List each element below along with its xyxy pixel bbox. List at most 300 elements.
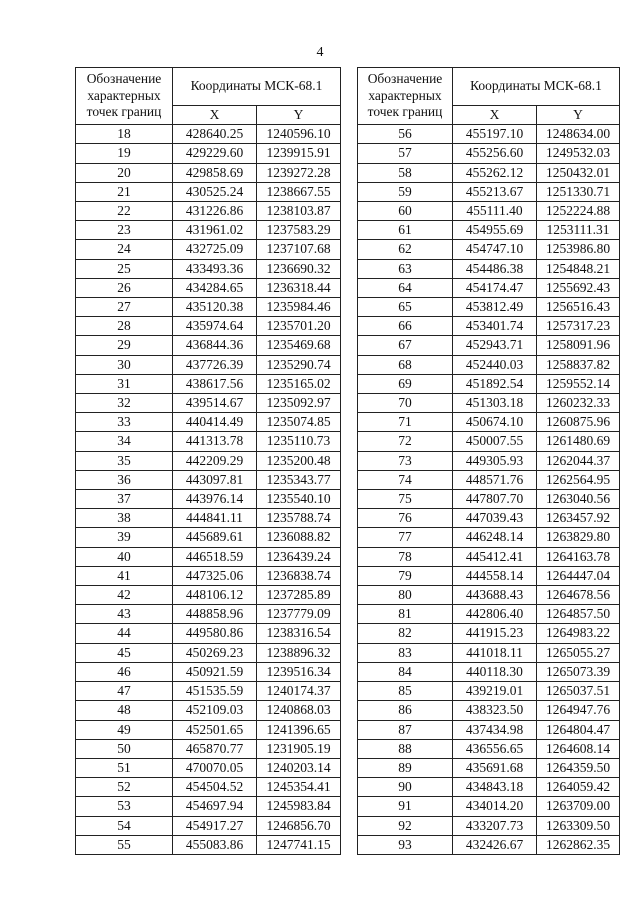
x-coordinate-cell: 454486.38	[453, 259, 537, 278]
y-coordinate-cell: 1240868.03	[257, 701, 341, 720]
point-number-cell: 39	[76, 528, 173, 547]
point-number-cell: 38	[76, 509, 173, 528]
y-coordinate-cell: 1238316.54	[257, 624, 341, 643]
table-row	[358, 778, 620, 797]
point-number-cell: 43	[76, 605, 173, 624]
table-row	[358, 317, 620, 336]
y-coordinate-cell: 1259552.14	[537, 374, 620, 393]
table-row	[76, 451, 341, 470]
x-coordinate-cell: 452440.03	[453, 355, 537, 374]
x-coordinate-cell: 450674.10	[453, 413, 537, 432]
table-row	[358, 605, 620, 624]
x-coordinate-cell: 449580.86	[173, 624, 257, 643]
header-x: X	[173, 106, 257, 125]
table-row	[76, 355, 341, 374]
y-coordinate-cell: 1238667.55	[257, 182, 341, 201]
x-coordinate-cell: 433207.73	[453, 816, 537, 835]
point-number-cell: 70	[358, 394, 453, 413]
table-row	[358, 835, 620, 854]
y-coordinate-cell: 1265073.39	[537, 662, 620, 681]
table-row	[358, 797, 620, 816]
point-number-cell: 33	[76, 413, 173, 432]
y-coordinate-cell: 1236088.82	[257, 528, 341, 547]
table-row	[76, 144, 341, 163]
x-coordinate-cell: 452109.03	[173, 701, 257, 720]
point-number-cell: 54	[76, 816, 173, 835]
y-coordinate-cell: 1250432.01	[537, 163, 620, 182]
y-coordinate-cell: 1237107.68	[257, 240, 341, 259]
y-coordinate-cell: 1252224.88	[537, 202, 620, 221]
point-number-cell: 92	[358, 816, 453, 835]
point-number-cell: 78	[358, 547, 453, 566]
y-coordinate-cell: 1235092.97	[257, 394, 341, 413]
header-coordinates: Координаты МСК-68.1	[453, 68, 620, 106]
table-row	[358, 701, 620, 720]
point-number-cell: 57	[358, 144, 453, 163]
point-number-cell: 86	[358, 701, 453, 720]
table-row	[76, 413, 341, 432]
header-coordinates: Координаты МСК-68.1	[173, 68, 341, 106]
point-number-cell: 68	[358, 355, 453, 374]
table-row	[76, 835, 341, 854]
point-number-cell: 18	[76, 125, 173, 144]
point-number-cell: 84	[358, 662, 453, 681]
table-row	[358, 259, 620, 278]
y-coordinate-cell: 1239516.34	[257, 662, 341, 681]
point-number-cell: 85	[358, 682, 453, 701]
table-row	[76, 202, 341, 221]
y-coordinate-cell: 1264608.14	[537, 739, 620, 758]
x-coordinate-cell: 455262.12	[453, 163, 537, 182]
point-number-cell: 25	[76, 259, 173, 278]
y-coordinate-cell: 1261480.69	[537, 432, 620, 451]
table-row	[76, 701, 341, 720]
y-coordinate-cell: 1237583.29	[257, 221, 341, 240]
table-row	[76, 182, 341, 201]
point-number-cell: 30	[76, 355, 173, 374]
y-coordinate-cell: 1258091.96	[537, 336, 620, 355]
point-number-cell: 60	[358, 202, 453, 221]
table-row	[358, 374, 620, 393]
x-coordinate-cell: 441313.78	[173, 432, 257, 451]
y-coordinate-cell: 1253986.80	[537, 240, 620, 259]
point-number-cell: 23	[76, 221, 173, 240]
point-number-cell: 80	[358, 586, 453, 605]
table-row	[358, 490, 620, 509]
y-coordinate-cell: 1237779.09	[257, 605, 341, 624]
point-number-cell: 31	[76, 374, 173, 393]
x-coordinate-cell: 431961.02	[173, 221, 257, 240]
x-coordinate-cell: 454747.10	[453, 240, 537, 259]
x-coordinate-cell: 439219.01	[453, 682, 537, 701]
table-row	[76, 566, 341, 585]
table-row	[76, 797, 341, 816]
x-coordinate-cell: 440118.30	[453, 662, 537, 681]
table-row	[76, 374, 341, 393]
point-number-cell: 62	[358, 240, 453, 259]
y-coordinate-cell: 1246856.70	[257, 816, 341, 835]
table-row	[358, 394, 620, 413]
y-coordinate-cell: 1263457.92	[537, 509, 620, 528]
x-coordinate-cell: 435974.64	[173, 317, 257, 336]
table-row	[76, 259, 341, 278]
y-coordinate-cell: 1235469.68	[257, 336, 341, 355]
x-coordinate-cell: 444841.11	[173, 509, 257, 528]
y-coordinate-cell: 1263709.00	[537, 797, 620, 816]
y-coordinate-cell: 1235110.73	[257, 432, 341, 451]
table-row	[76, 317, 341, 336]
x-coordinate-cell: 450921.59	[173, 662, 257, 681]
table-row	[358, 432, 620, 451]
y-coordinate-cell: 1255692.43	[537, 278, 620, 297]
point-number-cell: 42	[76, 586, 173, 605]
x-coordinate-cell: 446518.59	[173, 547, 257, 566]
table-row	[76, 278, 341, 297]
table-row	[358, 624, 620, 643]
point-number-cell: 63	[358, 259, 453, 278]
table-row	[358, 413, 620, 432]
x-coordinate-cell: 432725.09	[173, 240, 257, 259]
table-row	[76, 394, 341, 413]
point-number-cell: 82	[358, 624, 453, 643]
point-number-cell: 45	[76, 643, 173, 662]
x-coordinate-cell: 431226.86	[173, 202, 257, 221]
x-coordinate-cell: 449305.93	[453, 451, 537, 470]
point-number-cell: 74	[358, 470, 453, 489]
x-coordinate-cell: 454917.27	[173, 816, 257, 835]
point-number-cell: 83	[358, 643, 453, 662]
table-row	[358, 662, 620, 681]
y-coordinate-cell: 1235540.10	[257, 490, 341, 509]
x-coordinate-cell: 454174.47	[453, 278, 537, 297]
table-row	[358, 816, 620, 835]
x-coordinate-cell: 438617.56	[173, 374, 257, 393]
point-number-cell: 37	[76, 490, 173, 509]
y-coordinate-cell: 1231905.19	[257, 739, 341, 758]
table-row	[76, 298, 341, 317]
point-number-cell: 19	[76, 144, 173, 163]
point-number-cell: 66	[358, 317, 453, 336]
point-number-cell: 58	[358, 163, 453, 182]
table-row	[76, 586, 341, 605]
x-coordinate-cell: 452501.65	[173, 720, 257, 739]
x-coordinate-cell: 440414.49	[173, 413, 257, 432]
x-coordinate-cell: 455111.40	[453, 202, 537, 221]
x-coordinate-cell: 465870.77	[173, 739, 257, 758]
point-number-cell: 48	[76, 701, 173, 720]
point-number-cell: 20	[76, 163, 173, 182]
header-designation: Обозначение характерных точек границ	[358, 68, 453, 125]
x-coordinate-cell: 443976.14	[173, 490, 257, 509]
table-row	[358, 720, 620, 739]
y-coordinate-cell: 1238103.87	[257, 202, 341, 221]
table-row	[358, 298, 620, 317]
point-number-cell: 53	[76, 797, 173, 816]
x-coordinate-cell: 450269.23	[173, 643, 257, 662]
point-number-cell: 26	[76, 278, 173, 297]
y-coordinate-cell: 1248634.00	[537, 125, 620, 144]
table-row	[358, 336, 620, 355]
x-coordinate-cell: 428640.25	[173, 125, 257, 144]
point-number-cell: 56	[358, 125, 453, 144]
point-number-cell: 22	[76, 202, 173, 221]
x-coordinate-cell: 455083.86	[173, 835, 257, 854]
y-coordinate-cell: 1249532.03	[537, 144, 620, 163]
y-coordinate-cell: 1235074.85	[257, 413, 341, 432]
y-coordinate-cell: 1236439.24	[257, 547, 341, 566]
y-coordinate-cell: 1236690.32	[257, 259, 341, 278]
table-row	[358, 278, 620, 297]
point-number-cell: 71	[358, 413, 453, 432]
table-row	[358, 163, 620, 182]
y-coordinate-cell: 1238896.32	[257, 643, 341, 662]
x-coordinate-cell: 455256.60	[453, 144, 537, 163]
x-coordinate-cell: 441018.11	[453, 643, 537, 662]
header-designation: Обозначение характерных точек границ	[76, 68, 173, 125]
point-number-cell: 52	[76, 778, 173, 797]
table-row	[76, 605, 341, 624]
x-coordinate-cell: 438323.50	[453, 701, 537, 720]
x-coordinate-cell: 429229.60	[173, 144, 257, 163]
point-number-cell: 73	[358, 451, 453, 470]
table-row	[76, 336, 341, 355]
y-coordinate-cell: 1245354.41	[257, 778, 341, 797]
table-row	[76, 624, 341, 643]
y-coordinate-cell: 1235788.74	[257, 509, 341, 528]
x-coordinate-cell: 455197.10	[453, 125, 537, 144]
x-coordinate-cell: 441915.23	[453, 624, 537, 643]
x-coordinate-cell: 437726.39	[173, 355, 257, 374]
point-number-cell: 32	[76, 394, 173, 413]
x-coordinate-cell: 444558.14	[453, 566, 537, 585]
x-coordinate-cell: 434284.65	[173, 278, 257, 297]
table-row	[358, 643, 620, 662]
table-row	[358, 547, 620, 566]
x-coordinate-cell: 439514.67	[173, 394, 257, 413]
x-coordinate-cell: 443097.81	[173, 470, 257, 489]
point-number-cell: 72	[358, 432, 453, 451]
x-coordinate-cell: 432426.67	[453, 835, 537, 854]
point-number-cell: 64	[358, 278, 453, 297]
y-coordinate-cell: 1263040.56	[537, 490, 620, 509]
y-coordinate-cell: 1236318.44	[257, 278, 341, 297]
x-coordinate-cell: 436556.65	[453, 739, 537, 758]
table-row	[76, 682, 341, 701]
table-row	[358, 509, 620, 528]
y-coordinate-cell: 1262564.95	[537, 470, 620, 489]
table-row	[358, 566, 620, 585]
header-y: Y	[537, 106, 620, 125]
y-coordinate-cell: 1264947.76	[537, 701, 620, 720]
table-row	[76, 240, 341, 259]
table-row	[76, 490, 341, 509]
x-coordinate-cell: 447039.43	[453, 509, 537, 528]
x-coordinate-cell: 445412.41	[453, 547, 537, 566]
table-row	[76, 739, 341, 758]
x-coordinate-cell: 448571.76	[453, 470, 537, 489]
table-row	[76, 662, 341, 681]
y-coordinate-cell: 1264359.50	[537, 758, 620, 777]
table-row	[76, 758, 341, 777]
table-body-left	[76, 125, 341, 855]
page-number: 4	[316, 45, 324, 60]
y-coordinate-cell: 1264447.04	[537, 566, 620, 585]
y-coordinate-cell: 1253111.31	[537, 221, 620, 240]
y-coordinate-cell: 1235200.48	[257, 451, 341, 470]
header-x: X	[453, 106, 537, 125]
table-row	[358, 144, 620, 163]
x-coordinate-cell: 450007.55	[453, 432, 537, 451]
x-coordinate-cell: 448106.12	[173, 586, 257, 605]
x-coordinate-cell: 442209.29	[173, 451, 257, 470]
y-coordinate-cell: 1262044.37	[537, 451, 620, 470]
table-row	[76, 221, 341, 240]
table-row	[76, 547, 341, 566]
table-row	[358, 221, 620, 240]
y-coordinate-cell: 1265055.27	[537, 643, 620, 662]
x-coordinate-cell: 451303.18	[453, 394, 537, 413]
y-coordinate-cell: 1264678.56	[537, 586, 620, 605]
x-coordinate-cell: 443688.43	[453, 586, 537, 605]
y-coordinate-cell: 1236838.74	[257, 566, 341, 585]
point-number-cell: 41	[76, 566, 173, 585]
point-number-cell: 67	[358, 336, 453, 355]
table-row	[76, 125, 341, 144]
y-coordinate-cell: 1264857.50	[537, 605, 620, 624]
table-row	[358, 470, 620, 489]
y-coordinate-cell: 1235165.02	[257, 374, 341, 393]
point-number-cell: 51	[76, 758, 173, 777]
table-row	[358, 586, 620, 605]
point-number-cell: 46	[76, 662, 173, 681]
y-coordinate-cell: 1235701.20	[257, 317, 341, 336]
point-number-cell: 65	[358, 298, 453, 317]
point-number-cell: 50	[76, 739, 173, 758]
point-number-cell: 59	[358, 182, 453, 201]
y-coordinate-cell: 1235343.77	[257, 470, 341, 489]
y-coordinate-cell: 1264163.78	[537, 547, 620, 566]
point-number-cell: 44	[76, 624, 173, 643]
y-coordinate-cell: 1247741.15	[257, 835, 341, 854]
y-coordinate-cell: 1264059.42	[537, 778, 620, 797]
x-coordinate-cell: 446248.14	[453, 528, 537, 547]
y-coordinate-cell: 1256516.43	[537, 298, 620, 317]
point-number-cell: 69	[358, 374, 453, 393]
x-coordinate-cell: 429858.69	[173, 163, 257, 182]
x-coordinate-cell: 470070.05	[173, 758, 257, 777]
x-coordinate-cell: 453401.74	[453, 317, 537, 336]
y-coordinate-cell: 1264983.22	[537, 624, 620, 643]
y-coordinate-cell: 1237285.89	[257, 586, 341, 605]
y-coordinate-cell: 1240596.10	[257, 125, 341, 144]
y-coordinate-cell: 1258837.82	[537, 355, 620, 374]
y-coordinate-cell: 1235984.46	[257, 298, 341, 317]
table-row	[358, 202, 620, 221]
y-coordinate-cell: 1254848.21	[537, 259, 620, 278]
table-row	[358, 758, 620, 777]
x-coordinate-cell: 445689.61	[173, 528, 257, 547]
y-coordinate-cell: 1262862.35	[537, 835, 620, 854]
x-coordinate-cell: 454955.69	[453, 221, 537, 240]
table-row	[76, 816, 341, 835]
point-number-cell: 81	[358, 605, 453, 624]
table-row	[358, 451, 620, 470]
x-coordinate-cell: 454504.52	[173, 778, 257, 797]
point-number-cell: 75	[358, 490, 453, 509]
x-coordinate-cell: 448858.96	[173, 605, 257, 624]
y-coordinate-cell: 1240174.37	[257, 682, 341, 701]
y-coordinate-cell: 1241396.65	[257, 720, 341, 739]
point-number-cell: 61	[358, 221, 453, 240]
point-number-cell: 21	[76, 182, 173, 201]
x-coordinate-cell: 437434.98	[453, 720, 537, 739]
coordinates-table-right	[357, 67, 620, 855]
y-coordinate-cell: 1260875.96	[537, 413, 620, 432]
x-coordinate-cell: 434843.18	[453, 778, 537, 797]
x-coordinate-cell: 451892.54	[453, 374, 537, 393]
point-number-cell: 34	[76, 432, 173, 451]
point-number-cell: 89	[358, 758, 453, 777]
x-coordinate-cell: 447325.06	[173, 566, 257, 585]
table-row	[358, 682, 620, 701]
y-coordinate-cell: 1264804.47	[537, 720, 620, 739]
header-y: Y	[257, 106, 341, 125]
table-row	[358, 528, 620, 547]
y-coordinate-cell: 1265037.51	[537, 682, 620, 701]
table-row	[358, 125, 620, 144]
y-coordinate-cell: 1235290.74	[257, 355, 341, 374]
x-coordinate-cell: 430525.24	[173, 182, 257, 201]
point-number-cell: 79	[358, 566, 453, 585]
table-row	[76, 778, 341, 797]
point-number-cell: 35	[76, 451, 173, 470]
x-coordinate-cell: 454697.94	[173, 797, 257, 816]
table-row	[358, 355, 620, 374]
x-coordinate-cell: 434014.20	[453, 797, 537, 816]
point-number-cell: 88	[358, 739, 453, 758]
table-row	[358, 182, 620, 201]
point-number-cell: 28	[76, 317, 173, 336]
point-number-cell: 55	[76, 835, 173, 854]
x-coordinate-cell: 452943.71	[453, 336, 537, 355]
y-coordinate-cell: 1240203.14	[257, 758, 341, 777]
x-coordinate-cell: 451535.59	[173, 682, 257, 701]
table-row	[76, 163, 341, 182]
y-coordinate-cell: 1263309.50	[537, 816, 620, 835]
table-row	[76, 509, 341, 528]
point-number-cell: 29	[76, 336, 173, 355]
table-row	[76, 528, 341, 547]
y-coordinate-cell: 1257317.23	[537, 317, 620, 336]
point-number-cell: 27	[76, 298, 173, 317]
point-number-cell: 40	[76, 547, 173, 566]
point-number-cell: 24	[76, 240, 173, 259]
table-row	[76, 432, 341, 451]
table-row	[76, 643, 341, 662]
x-coordinate-cell: 447807.70	[453, 490, 537, 509]
point-number-cell: 49	[76, 720, 173, 739]
x-coordinate-cell: 433493.36	[173, 259, 257, 278]
point-number-cell: 91	[358, 797, 453, 816]
x-coordinate-cell: 442806.40	[453, 605, 537, 624]
x-coordinate-cell: 435691.68	[453, 758, 537, 777]
x-coordinate-cell: 435120.38	[173, 298, 257, 317]
y-coordinate-cell: 1251330.71	[537, 182, 620, 201]
table-row	[76, 720, 341, 739]
table-row	[358, 739, 620, 758]
point-number-cell: 90	[358, 778, 453, 797]
point-number-cell: 36	[76, 470, 173, 489]
